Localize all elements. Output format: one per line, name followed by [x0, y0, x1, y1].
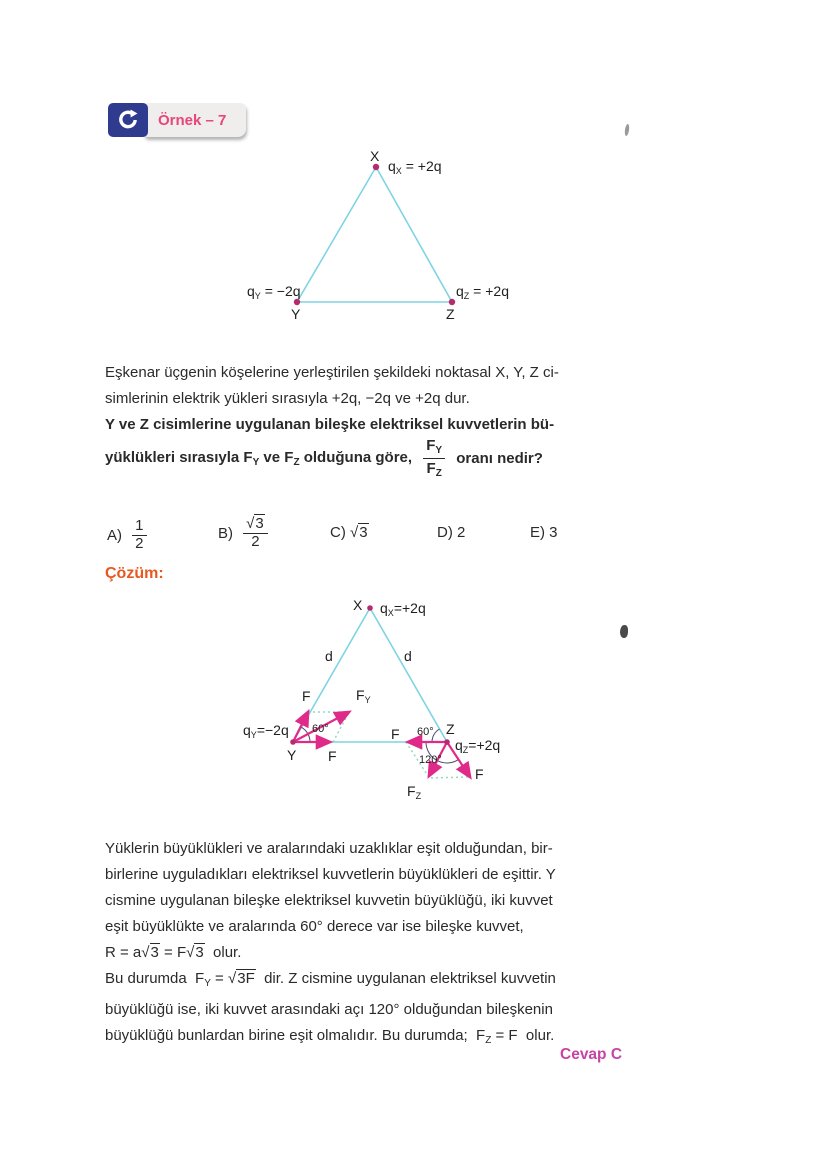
force-arrows	[293, 712, 470, 777]
resultant-label-fy: $F_Y$	[356, 687, 371, 705]
solution-line-2: birlerine uyguladıkları elektriksel kuvvetlerin büyüklükleri de eşittir. Y	[105, 866, 556, 883]
option-a-label: A)	[107, 526, 127, 544]
distance-label-right: d	[404, 648, 412, 664]
option-b-label: B)	[218, 524, 238, 542]
solution-line-7: büyüklüğü bunlardan birine eşit olmalıdır. Bu durumda; $F_Z = F$ olur.	[105, 1027, 555, 1046]
vertex-dot-x	[373, 164, 379, 170]
option-d[interactable]	[437, 524, 465, 541]
vertex-label-x: X	[370, 148, 380, 164]
angle-label-y-60: 60°	[312, 723, 329, 735]
option-e[interactable]	[530, 524, 558, 541]
option-d-label: D)	[437, 524, 457, 541]
force-label-f-y-right: F	[328, 748, 337, 764]
option-c-label: C)	[330, 524, 350, 541]
solution-line-1: Yüklerin büyüklükleri ve aralarındaki uzaklıklar eşit olduğundan, bir-	[105, 840, 553, 857]
question-run-1: yüklükleri sırasıyla $F_Y$ ve $F_Z$ olduğuna göre,	[105, 448, 417, 468]
option-e-value: 3	[549, 524, 558, 541]
vertex-dot-z	[449, 299, 455, 305]
angle-label-z-60: 60°	[417, 726, 434, 738]
charge-label-y: $q_Y=-2q$	[243, 722, 289, 740]
question-run-2: oranı nedir?	[452, 449, 543, 467]
resultant-label-fz: $F_Z$	[407, 783, 422, 801]
solution-heading: Çözüm:	[105, 565, 164, 582]
vertex-label-z: Z	[446, 306, 455, 322]
vertex-label-x: X	[353, 597, 363, 613]
distance-label-left: d	[325, 648, 333, 664]
triangle-outline	[293, 608, 447, 742]
solution-line-6: büyüklüğü ise, iki kuvvet arasındaki açı 120° olduğundan bileşkenin	[105, 1001, 553, 1018]
problem-line-2: simlerinin elektrik yükleri sırasıyla +2q, −2q ve +2q dur.	[105, 390, 470, 407]
solution-formula-r: R = a√3 = F√3 olur.	[105, 944, 242, 961]
triangle-outline	[297, 167, 452, 302]
option-c[interactable]	[330, 524, 369, 541]
refresh-icon	[108, 103, 148, 137]
vertex-label-y: Y	[291, 306, 301, 322]
force-label-f-y-up: F	[302, 688, 311, 704]
force-label-f-z-left: F	[391, 726, 400, 742]
fy-fz-fraction	[423, 437, 445, 479]
problem-line-1: Eşkenar üçgenin köşelerine yerleştirilen şekildeki noktasal X, Y, Z ci-	[105, 364, 559, 381]
solution-line-5: Bu durumda $F_Y = √3F$ dir. Z cismine uygulanan elektriksel kuvvetin	[105, 970, 556, 989]
vertex-dot-x	[367, 605, 373, 611]
fraction-numerator: $F_Y$	[423, 437, 445, 459]
question-line-1: Y ve Z cisimlerine uygulanan bileşke elektriksel kuvvetlerin bü-	[105, 416, 555, 433]
charge-label-x: $q_X = +2q$	[388, 158, 442, 176]
angle-label-z-120: 120°	[419, 754, 442, 766]
example-badge	[108, 103, 246, 137]
answer-label: Cevap C	[560, 1046, 623, 1063]
option-b-fraction: √3 2	[243, 516, 268, 551]
scan-artifact-middle	[620, 625, 628, 638]
vertex-dot-y	[290, 739, 296, 745]
problem-statement	[105, 360, 635, 438]
option-b[interactable]	[218, 508, 268, 558]
question-line-2	[105, 432, 543, 484]
charge-label-z: $q_Z = +2q$	[456, 283, 509, 301]
solution-line-3: cismine uygulanan bileşke elektriksel kuvvetin büyüklüğü, iki kuvvet	[105, 892, 553, 909]
example-badge-label: Örnek – 7	[144, 103, 246, 137]
vertex-label-z: Z	[446, 721, 455, 737]
solution-paragraph-1	[105, 836, 635, 966]
solution-paragraph-2	[105, 966, 635, 1054]
problem-triangle-diagram	[220, 140, 540, 340]
fraction-denominator: $F_Z$	[426, 459, 442, 479]
option-c-value: √3	[350, 524, 368, 541]
charge-label-y: $q_Y = -2q$	[247, 283, 301, 301]
option-d-value: 2	[457, 524, 466, 541]
vertex-dot-z	[444, 739, 450, 745]
charge-label-z: $q_Z=+2q$	[455, 737, 501, 755]
option-a-fraction: 1 2	[132, 518, 146, 553]
charge-label-x: $q_X=+2q$	[380, 600, 426, 618]
force-label-f-z-downright: F	[475, 766, 484, 782]
option-a[interactable]	[107, 513, 147, 557]
scan-artifact-top	[624, 124, 630, 136]
option-e-label: E)	[530, 524, 550, 541]
solution-line-4: eşit büyüklükte ve aralarında 60° derece var ise bileşke kuvvet,	[105, 918, 524, 935]
vertex-label-y: Y	[287, 747, 297, 763]
